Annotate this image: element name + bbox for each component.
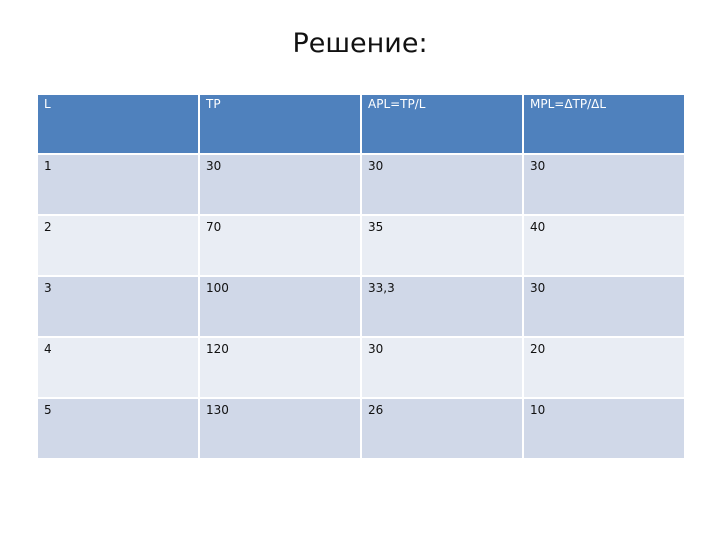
table-row (37, 398, 685, 459)
table-cell: 130 (199, 398, 361, 459)
table-cell: 4 (37, 337, 199, 398)
table-cell: 30 (361, 337, 523, 398)
table-cell: 35 (361, 215, 523, 276)
table-header-row (37, 94, 685, 154)
header-cell-apl: APL=TP/L (361, 94, 523, 154)
slide-title: Решение: (292, 28, 428, 59)
header-cell-l: L (37, 94, 199, 154)
table-cell: 1 (37, 154, 199, 215)
table-cell: 120 (199, 337, 361, 398)
table-cell: 20 (523, 337, 685, 398)
table-row (37, 215, 685, 276)
table-cell: 70 (199, 215, 361, 276)
table-cell: 10 (523, 398, 685, 459)
table-row (37, 337, 685, 398)
data-table (36, 93, 686, 460)
table-cell: 26 (361, 398, 523, 459)
table-row (37, 276, 685, 337)
header-cell-tp: TP (199, 94, 361, 154)
table-row (37, 154, 685, 215)
table-cell: 2 (37, 215, 199, 276)
table-cell: 30 (199, 154, 361, 215)
table-cell: 30 (361, 154, 523, 215)
table-cell: 30 (523, 276, 685, 337)
table-cell: 3 (37, 276, 199, 337)
table-cell: 33,3 (361, 276, 523, 337)
table-cell: 30 (523, 154, 685, 215)
table-cell: 5 (37, 398, 199, 459)
table-cell: 100 (199, 276, 361, 337)
table-cell: 40 (523, 215, 685, 276)
header-cell-mpl: MPL=ΔTP/ΔL (523, 94, 685, 154)
